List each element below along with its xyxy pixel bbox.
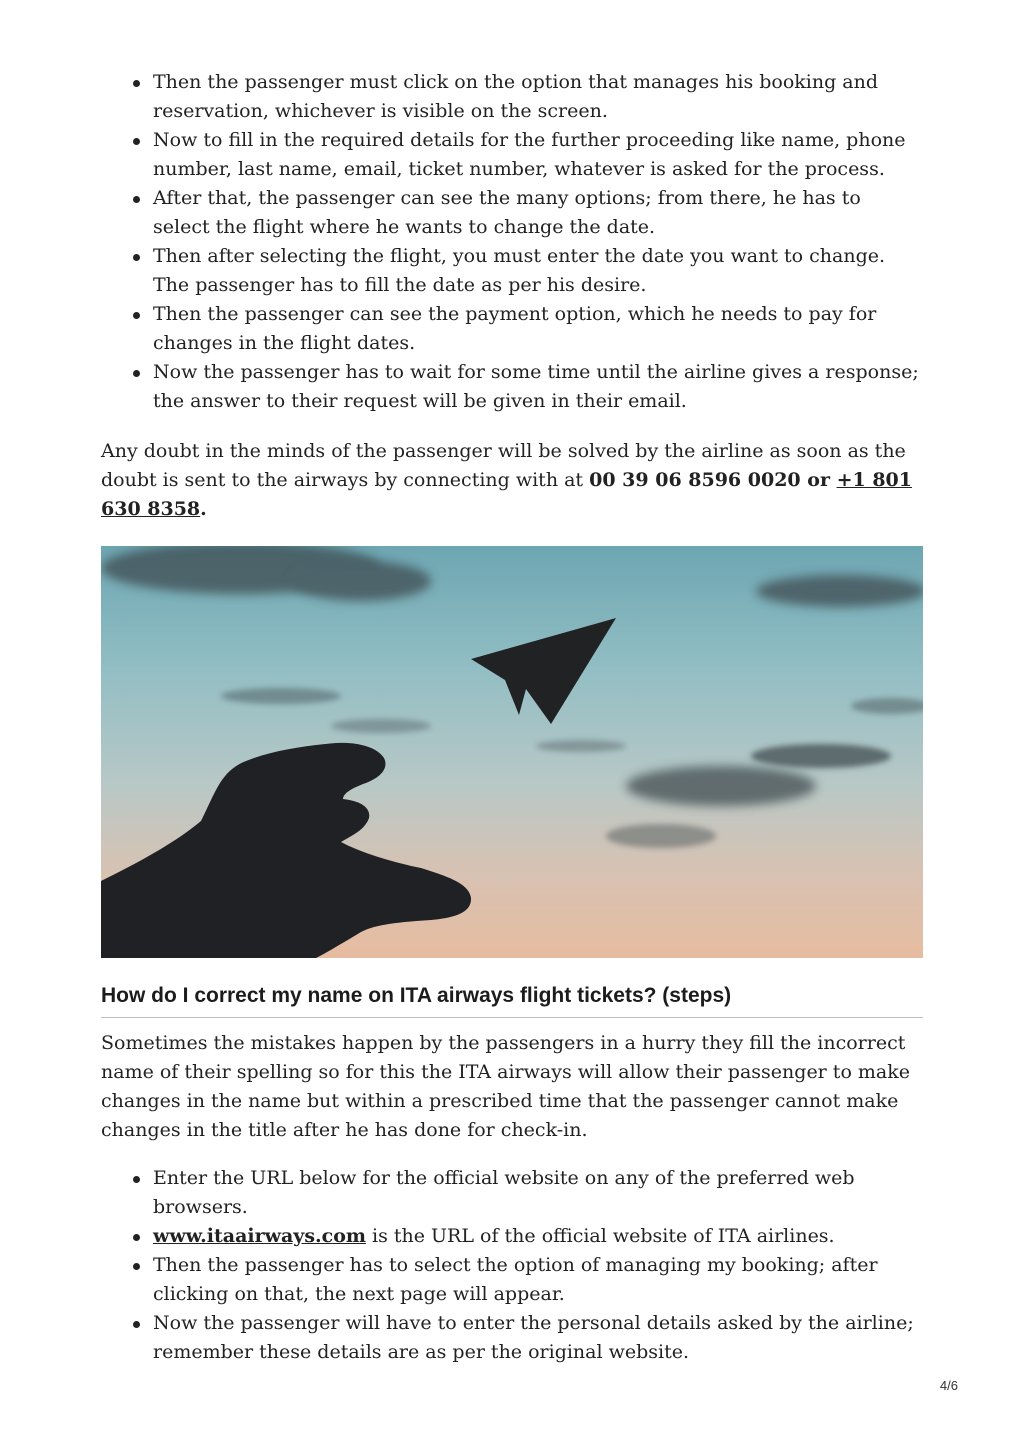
list-item: Now to fill in the required details for the further proceeding like name, phone number, last name, email, ticket number, whatever is asked for the process. — [153, 126, 923, 184]
list-item: Then the passenger can see the payment option, which he needs to pay for changes in the flight dates. — [153, 300, 923, 358]
list-item: Now the passenger has to wait for some time until the airline gives a response; the answer to their request will be given in their email. — [153, 358, 923, 416]
article-content — [101, 68, 923, 1367]
website-link[interactable]: www.itaairways.com — [153, 1225, 366, 1247]
list-item: Then the passenger must click on the option that manages his booking and reservation, whichever is visible on the screen. — [153, 68, 923, 126]
contact-period: . — [200, 498, 207, 520]
steps-list-change-date — [101, 68, 923, 416]
paper-plane-sky-image — [101, 546, 923, 958]
list-item: Enter the URL below for the official website on any of the preferred web browsers. — [153, 1164, 923, 1222]
list-item: Then the passenger has to select the option of managing my booking; after clicking on that, the next page will appear. — [153, 1251, 923, 1309]
section-paragraph: Sometimes the mistakes happen by the passengers in a hurry they fill the incorrect name of their spelling so for this the ITA airways will allow their passenger to make changes in the name but within a prescribed time that the passenger cannot make changes in the title after he has done for check-in. — [101, 1032, 911, 1141]
list-item — [153, 1222, 923, 1251]
page-number: 4/6 — [939, 1378, 958, 1393]
contact-paragraph — [101, 437, 923, 524]
steps-list-correct-name — [101, 1164, 923, 1367]
website-link-description: is the URL of the official website of ITA airlines. — [365, 1225, 835, 1247]
contact-text: Any doubt in the minds of the passenger will be solved by the airline as soon as the doubt is sent to the airways by connecting with at — [101, 440, 906, 491]
section-heading: How do I correct my name on ITA airways flight tickets? (steps) — [101, 984, 923, 1018]
list-item: Then after selecting the flight, you must enter the date you want to change. The passenger has to fill the date as per his desire. — [153, 242, 923, 300]
phone-link-us[interactable]: +1 801 630 8358 — [101, 469, 912, 520]
list-item: After that, the passenger can see the many options; from there, he has to select the flight where he wants to change the date. — [153, 184, 923, 242]
list-item: Now the passenger will have to enter the personal details asked by the airline; remember these details are as per the original website. — [153, 1309, 923, 1367]
phone-number-italy: 00 39 06 8596 0020 or — [589, 469, 837, 491]
